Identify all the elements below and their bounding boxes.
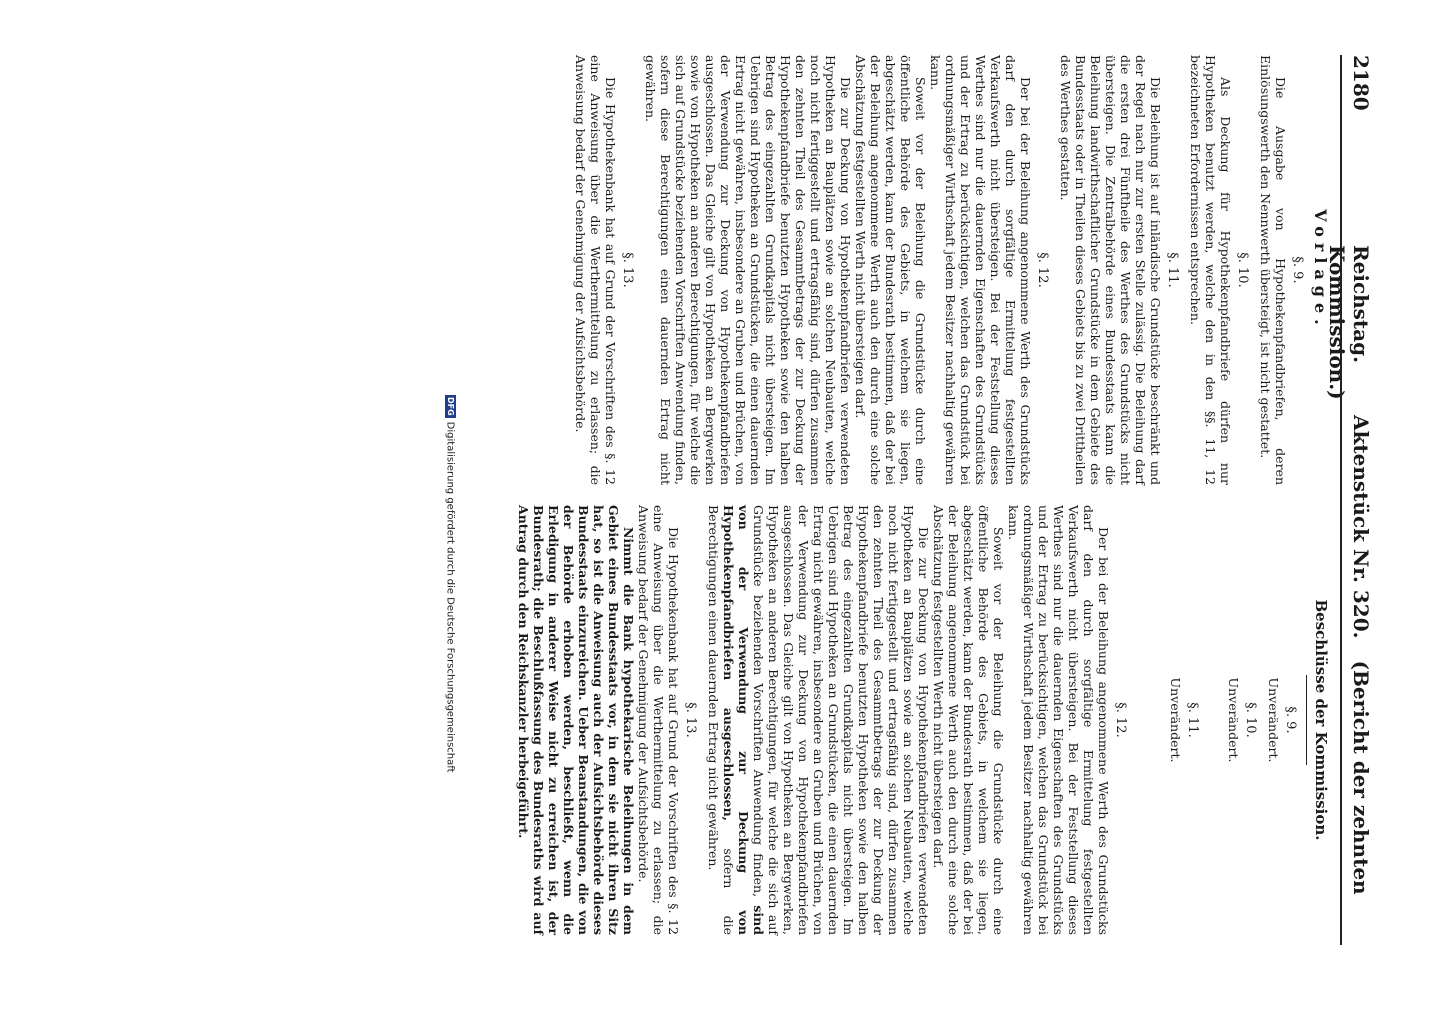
section-heading: §. 10.	[1243, 702, 1258, 738]
section-text	[516, 505, 636, 935]
section-text: Soweit vor der Beleihung die Grundstücke durch eine öffentliche Behörde des Gebiets, in welchem sie liegen, abgeschätzt werden, kann der Bundesrath bestimmen, daß der bei der Beleihung angenommene Werth auch den durch eine solche Abschätzung festgestellten Werth nicht übersteigen darf.	[931, 505, 1006, 935]
column-title: Vorlage.	[1311, 209, 1330, 331]
running-head-middle: Aktenstück Nr. 320.	[1349, 415, 1373, 639]
section-heading: §. 13.	[620, 252, 635, 288]
section-text: Der bei der Beleihung angenommene Werth des Grundstücks darf den durch sorgfältige Ermittelung festgestellten Verkaufswerth nicht übersteigen. Bei der Feststellung dieses Werthes sind nur die dauernden Eigenschaften des Grundstücks und der Ertrag zu berücksichtigen, welchen das Grundstück bei ordnungsmäßiger Wirthschaft jedem Besitzer nachhaltig gewähren kann.	[928, 55, 1033, 485]
section-heading: §. 9.	[1283, 706, 1298, 734]
text-run: Die zur Deckung von Hypothekenpfandbriefen verwendeten Hypotheken an Bauplätzen sowie an solchen Neubauten, welche noch nicht fertiggestellt und ertragsfähig sind, dürfen zusammen den zehnten Theil des Gesammtbetrags der zur Deckung der Hypothekenpfandbriefe benutzten Hypotheken sowie den halben Betrag des eingezahlten Grundkapitals nicht übersteigen. Im Uebrigen sind Hypotheken an Grundstücken, die einen dauernden Ertrag nicht gewähren, insbesondere an Gruben und Brüchen, von der Verwendung zur Deckung von Hypothekenpfandbriefen ausgeschlossen. Das Gleiche gilt von Hypotheken an Bergwerken, Hypotheken an anderen Berechtigungen, für welche die sich auf Grundstücke beziehenden Vorschriften Anwendung finden,	[751, 505, 931, 935]
running-head-left: Reichstag.	[1349, 245, 1373, 364]
section-text: Die Hypothekenbank hat auf Grund der Vorschriften des §. 12 eine Anweisung über die Werthermittelung zu erlassen; die Anweisung bedarf der Genehmigung der Aufsichtsbehörde.	[573, 55, 618, 485]
section-text: Die Beleihung ist auf inländische Grundstücke beschränkt und der Regel nach nur zur ersten Stelle zulässig. Die Beleihung darf die ersten drei Fünftheile des Werthes des Grundstücks nicht übersteigen. Die Zentralbehörde eines Bundesstaats kann die Beleihung landwirthschaftlicher Grundstücke in dem Gebiete des Bundesstaats oder in Theilen dieses Gebiets bis zu zwei Drittheilen des Werthes gestatten.	[1058, 55, 1163, 485]
section-text	[706, 505, 931, 935]
section-heading: §. 9.	[1290, 256, 1305, 284]
text-run: sofern die Berechtigungen einen dauernden Ertrag nicht gewähren.	[706, 505, 736, 935]
section-text: Als Deckung für Hypothekenpfandbriefe dürfen nur Hypotheken benutzt werden, welche den in den §§. 11, 12 bezeichneten Erfordernissen entsprechen.	[1188, 55, 1233, 485]
section-text: Soweit vor der Beleihung die Grundstücke durch eine öffentliche Behörde des Gebiets, in welchem sie liegen, abgeschätzt werden, kann der Bundesrath bestimmen, daß der bei der Beleihung angenommene Werth auch den durch eine solche Abschätzung festgestellten Werth nicht übersteigen darf.	[853, 55, 928, 485]
section-heading: §. 11.	[1165, 252, 1180, 288]
section-text: Die Ausgabe von Hypothekenpfandbriefen, deren Einlösungswerth den Nennwerth übersteigt, ist nicht gestattet.	[1258, 55, 1288, 485]
page-header	[1325, 55, 1379, 955]
title-rule	[1306, 675, 1307, 765]
amended-text: sind von der Verwendung zur Deckung von Hypothekenpfandbriefen ausgeschlossen,	[721, 505, 766, 935]
page-number: 2180	[1349, 55, 1373, 111]
column-beschluesse	[516, 505, 1334, 935]
column-title: Beschlüsse der Kommission.	[1312, 599, 1330, 841]
dfg-logo: DFG	[446, 397, 455, 416]
amended-text: Nimmt die Bank hypothekarische Beleihungen in dem Gebiet eines Bundesstaats vor, in dem sie nicht ihren Sitz hat, so ist die Anweisung auch der Aufsichtsbehörde dieses Bundesstaats einzureichen. Ueber Beanstandungen, die von der Behörde erhoben werden, beschließt, wenn die Erledigung in anderer Weise nicht zu erreichen ist, der Bundesrath; die Beschlußfassung des Bundesraths wird auf Antrag durch den Reichskanzler herbeigeführt.	[516, 505, 636, 935]
footer-text: Digitalisierung gefördert durch die Deutsche Forschungsgemeinschaft	[444, 421, 456, 773]
section-text: Der bei der Beleihung angenommene Werth des Grundstücks darf den durch sorgfältige Ermittelung festgestellten Verkaufswerth nicht übersteigen. Bei der Feststellung dieses Werthes sind nur die dauernden Eigenschaften des Grundstücks und der Ertrag zu berücksichtigen, welchen das Grundstück bei ordnungsmäßiger Wirthschaft jedem Besitzer nachhaltig gewähren kann.	[1006, 505, 1111, 935]
section-heading: §. 11.	[1185, 702, 1200, 738]
spacer	[1208, 505, 1222, 935]
section-text: Unverändert.	[1226, 677, 1241, 763]
section-heading: §. 10.	[1235, 252, 1250, 288]
header-rule	[1340, 55, 1342, 945]
spacer	[1136, 505, 1164, 935]
running-head-right: (Bericht der zehnten Kommission.)	[1325, 245, 1373, 895]
section-text: Die Hypothekenbank hat auf Grund der Vorschriften des §. 12 eine Anweisung über die Werthermittelung zu erlassen; die Anweisung bedarf der Genehmigung der Aufsichtsbehörde.	[636, 505, 681, 935]
column-vorlage	[573, 55, 1334, 485]
section-text: Unverändert.	[1168, 677, 1183, 763]
section-heading: §. 12.	[1035, 252, 1050, 288]
section-heading: §. 12.	[1113, 702, 1128, 738]
section-text: Die zur Deckung von Hypothekenpfandbriefen verwendeten Hypotheken an Bauplätzen sowie an solchen Neubauten, welche noch nicht fertiggestellt und ertragsfähig sind, dürfen zusammen den zehnten Theil des Gesammtbetrags der zur Deckung der Hypothekenpfandbriefe benutzten Hypotheken sowie den halben Betrag des eingezahlten Grundkapitals nicht übersteigen. Im Uebrigen sind Hypotheken an Grundstücken, die einen dauernden Ertrag nicht gewähren, insbesondere an Gruben und Brüchen, von der Verwendung zur Deckung von Hypothekenpfandbriefen ausgeschlossen. Das Gleiche gilt von Hypotheken an Bergwerken sowie von Hypotheken an anderen Berechtigungen, für welche die sich auf Grundstücke beziehenden Vorschriften Anwendung finden, sofern diese Berechtigungen einen dauernden Ertrag nicht gewähren.	[643, 55, 853, 485]
section-text: Unverändert.	[1266, 677, 1281, 763]
section-heading: §. 13.	[683, 702, 698, 738]
digitization-footer	[445, 395, 457, 1015]
